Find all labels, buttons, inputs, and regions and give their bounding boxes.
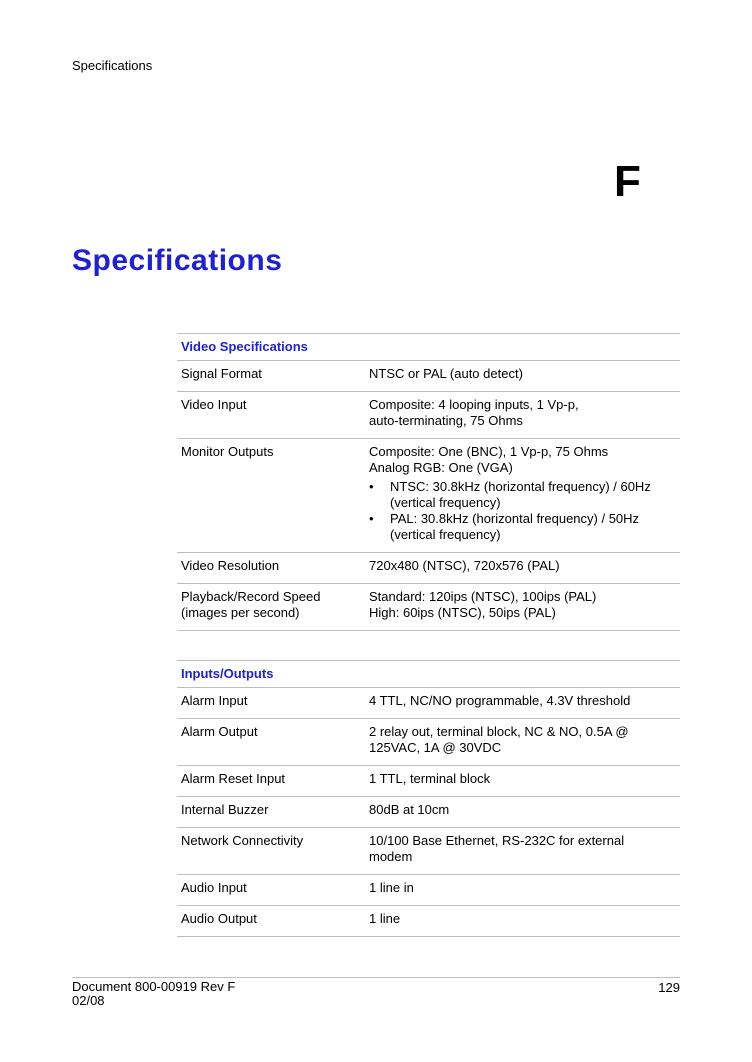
table-row: [177, 875, 680, 906]
table-row: [177, 584, 680, 631]
row-label: Alarm Reset Input: [177, 766, 365, 797]
label-line: Playback/Record Speed: [181, 589, 321, 604]
table-row: [177, 361, 680, 392]
table-row: [177, 766, 680, 797]
table-row: [177, 719, 680, 766]
table-row: [177, 797, 680, 828]
table-row: [177, 439, 680, 553]
value-line: modem: [369, 849, 413, 864]
row-value: [365, 584, 680, 631]
table-header: Video Specifications: [177, 334, 680, 361]
row-value: 80dB at 10cm: [365, 797, 680, 828]
document-number: Document 800-00919 Rev F: [72, 979, 236, 994]
row-value: 4 TTL, NC/NO programmable, 4.3V threshold: [365, 688, 680, 719]
row-label: Monitor Outputs: [177, 439, 365, 553]
row-value: [365, 439, 680, 553]
footer-divider: [72, 977, 680, 978]
value-line: 125VAC, 1A @ 30VDC: [369, 740, 502, 755]
page-title: Specifications: [72, 244, 283, 277]
bullet-line: PAL: 30.8kHz (horizontal frequency) / 50Hz: [390, 511, 640, 526]
bullet-line: (vertical frequency): [390, 495, 501, 510]
row-value: 1 TTL, terminal block: [365, 766, 680, 797]
table-row: [177, 688, 680, 719]
row-label: Video Resolution: [177, 553, 365, 584]
bullet-item: [369, 479, 676, 511]
value-line: Standard: 120ips (NTSC), 100ips (PAL): [369, 589, 597, 604]
row-label: Signal Format: [177, 361, 365, 392]
value-line: auto-terminating, 75 Ohms: [369, 413, 523, 428]
table-header: Inputs/Outputs: [177, 661, 680, 688]
row-label: Alarm Input: [177, 688, 365, 719]
row-label: Alarm Output: [177, 719, 365, 766]
row-value: NTSC or PAL (auto detect): [365, 361, 680, 392]
label-line: (images per second): [181, 605, 300, 620]
row-label: Network Connectivity: [177, 828, 365, 875]
value-line: 10/100 Base Ethernet, RS-232C for external: [369, 833, 625, 848]
video-specifications-table: [177, 333, 680, 631]
table-header-row: [177, 661, 680, 688]
row-value: [365, 828, 680, 875]
row-label: [177, 584, 365, 631]
chapter-letter: F: [614, 157, 641, 206]
bullet-icon: •: [369, 479, 374, 494]
value-line: Composite: One (BNC), 1 Vp-p, 75 Ohms: [369, 444, 609, 459]
bullet-item: [369, 511, 676, 543]
row-label: Audio Input: [177, 875, 365, 906]
row-value: [365, 719, 680, 766]
row-label: Video Input: [177, 392, 365, 439]
value-line: Composite: 4 looping inputs, 1 Vp-p,: [369, 397, 579, 412]
row-value: 1 line in: [365, 875, 680, 906]
table-header-row: [177, 334, 680, 361]
bullet-icon: •: [369, 511, 374, 526]
inputs-outputs-table: [177, 660, 680, 937]
row-label: Internal Buzzer: [177, 797, 365, 828]
table-row: [177, 392, 680, 439]
row-label: Audio Output: [177, 906, 365, 937]
bullet-list: [369, 479, 676, 543]
table-row: [177, 553, 680, 584]
footer-document-info: [72, 980, 235, 1008]
row-value: 1 line: [365, 906, 680, 937]
value-line: 2 relay out, terminal block, NC & NO, 0.5A @: [369, 724, 629, 739]
bullet-line: NTSC: 30.8kHz (horizontal frequency) / 60Hz: [390, 479, 651, 494]
value-line: Analog RGB: One (VGA): [369, 460, 513, 475]
document-date: 02/08: [72, 993, 105, 1008]
bullet-line: (vertical frequency): [390, 527, 501, 542]
row-value: 720x480 (NTSC), 720x576 (PAL): [365, 553, 680, 584]
row-value: [365, 392, 680, 439]
running-head: Specifications: [72, 58, 153, 73]
table-row: [177, 828, 680, 875]
value-line: High: 60ips (NTSC), 50ips (PAL): [369, 605, 556, 620]
table-row: [177, 906, 680, 937]
page-number: 129: [658, 980, 680, 995]
